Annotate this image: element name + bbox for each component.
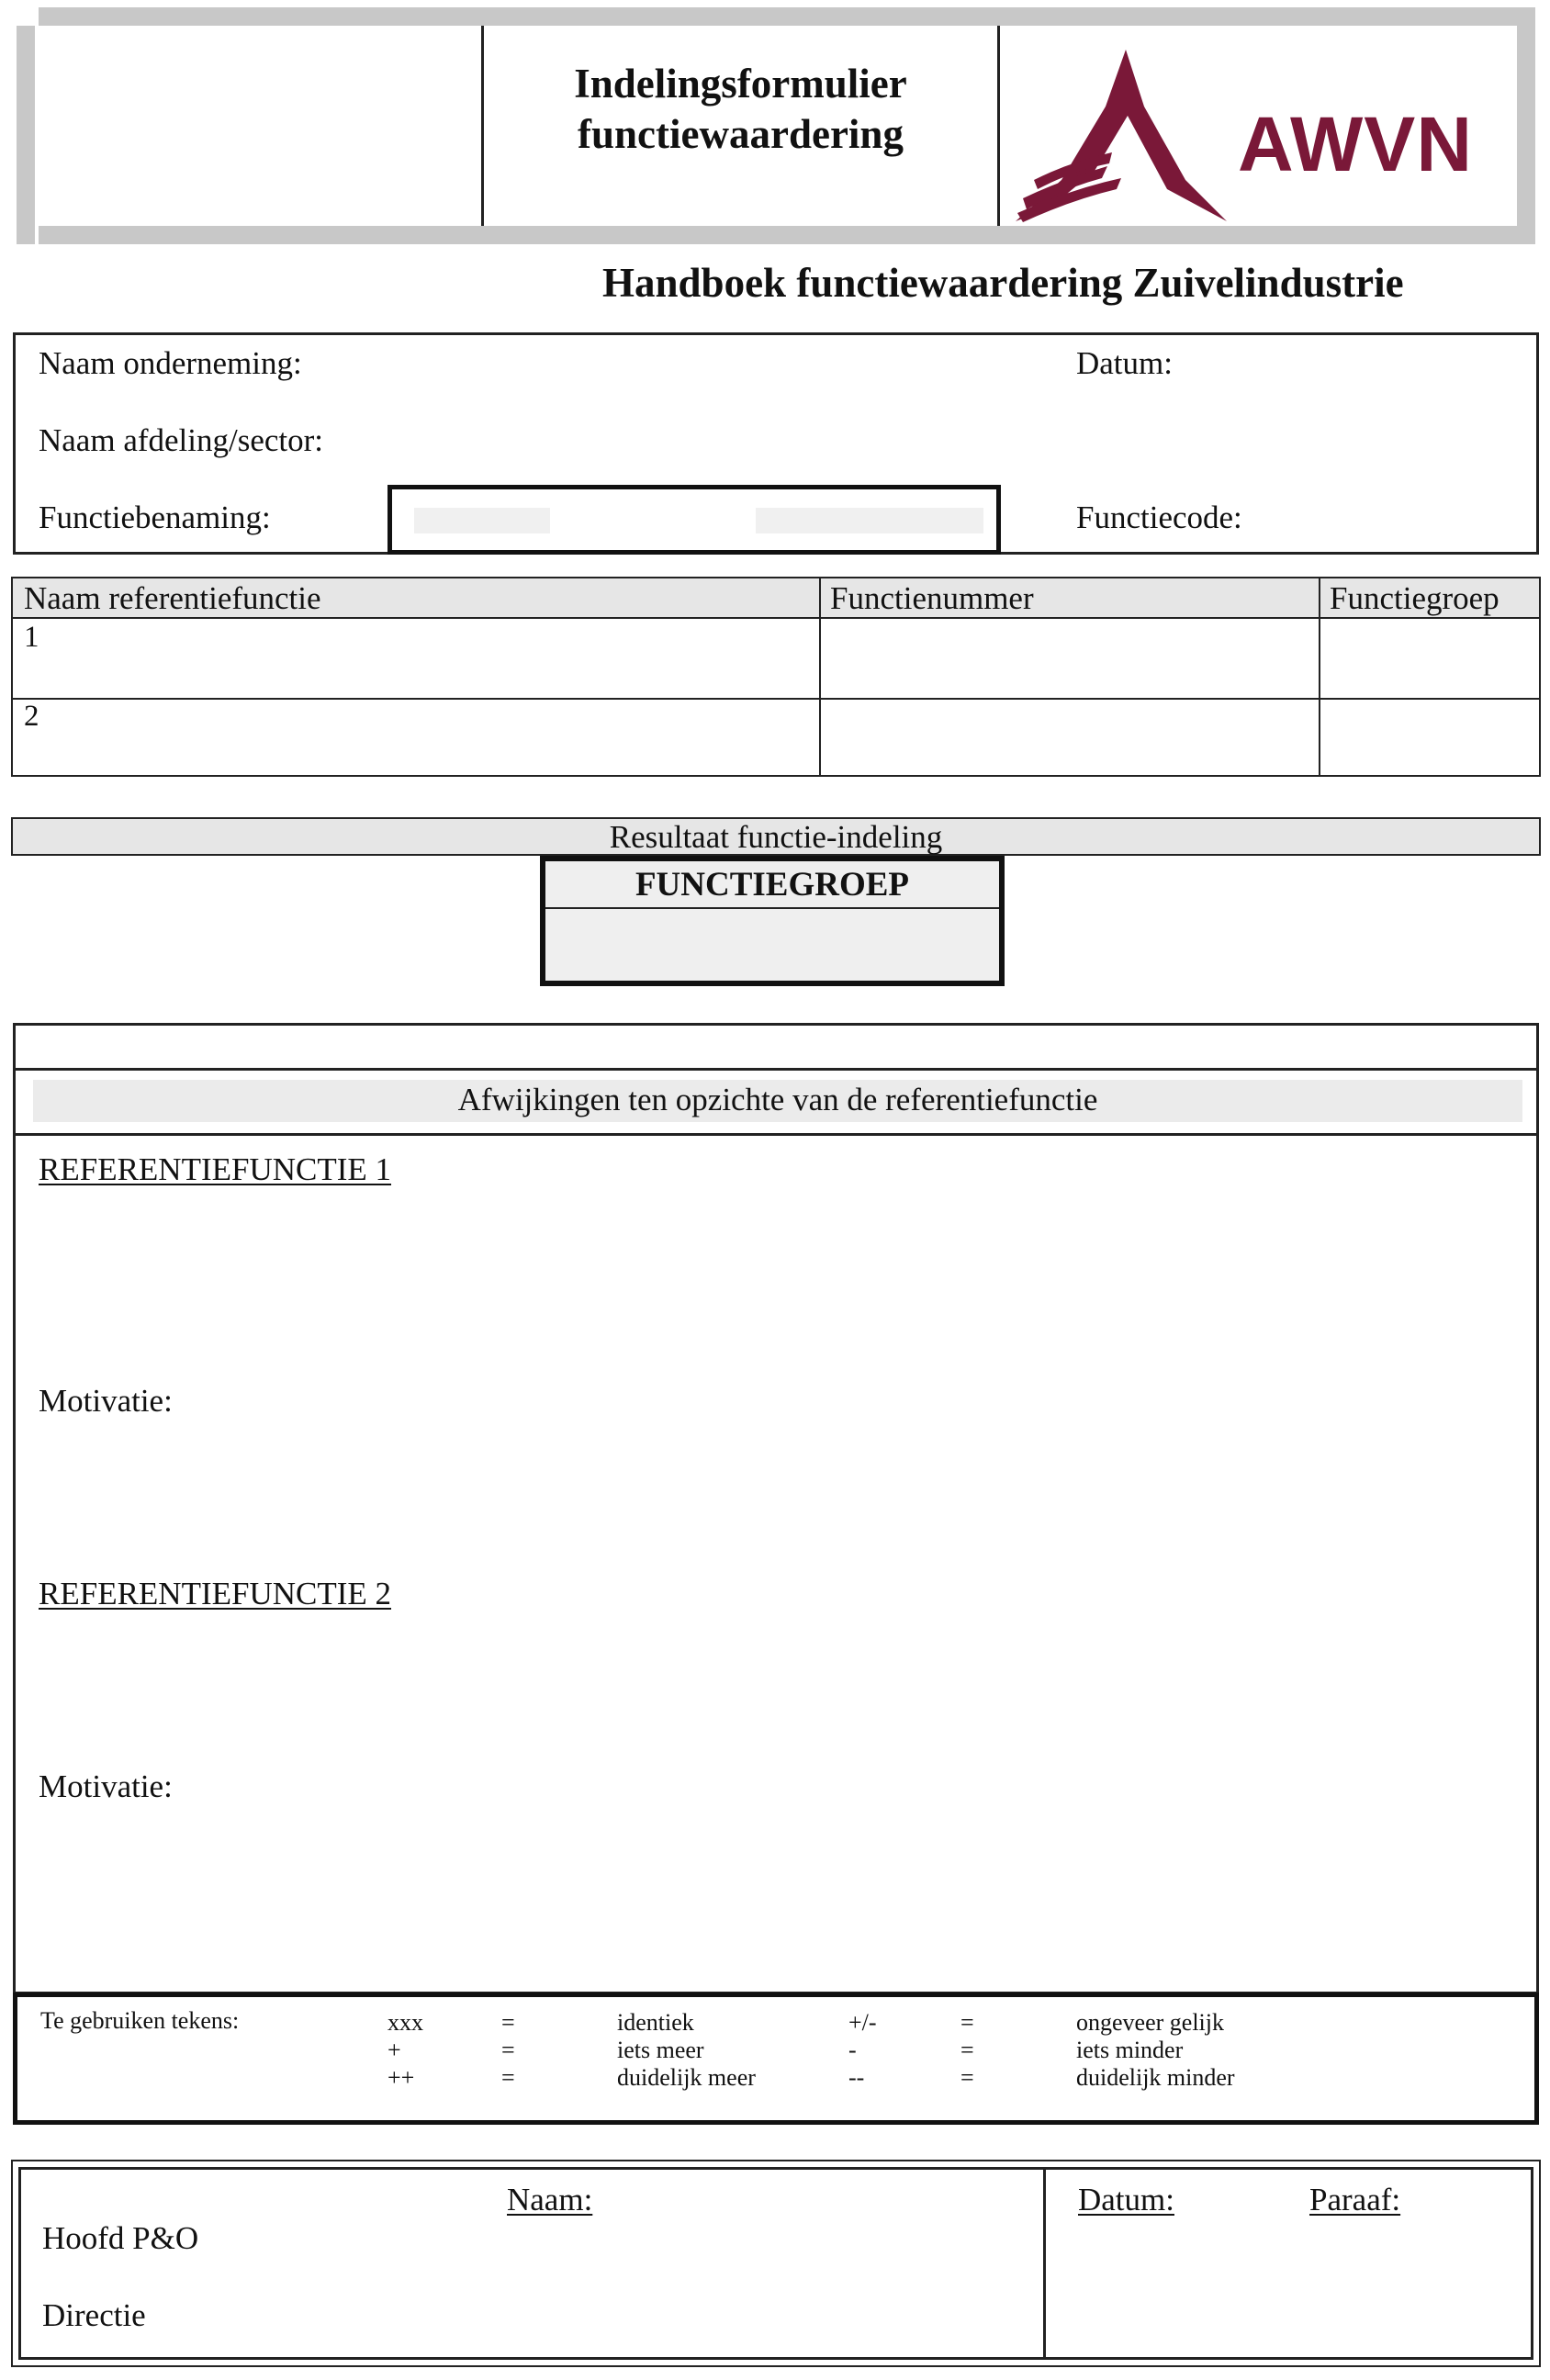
header-right-bar xyxy=(1517,26,1535,226)
company-name-label: Naam onderneming: xyxy=(39,345,302,381)
legend-symbol: -- xyxy=(848,2064,865,2091)
deviations-body-rule xyxy=(13,1133,1539,1136)
legend-equals: = xyxy=(501,2037,515,2063)
legend-meaning: ongeveer gelijk xyxy=(1076,2009,1224,2036)
signature-date-field[interactable] xyxy=(1049,2222,1269,2351)
function-group-box xyxy=(540,856,1005,986)
function-number-cell[interactable] xyxy=(821,621,1319,698)
department-label: Naam afdeling/sector: xyxy=(39,422,324,458)
reference-name-cell[interactable] xyxy=(13,621,819,698)
signature-initials-label: Paraaf: xyxy=(1309,2182,1401,2217)
table-row-number: 2 xyxy=(24,700,39,733)
legend-equals: = xyxy=(501,2064,515,2091)
header-top-bar xyxy=(39,7,1535,26)
table-row-number: 1 xyxy=(24,621,39,654)
function-group-label: FUNCTIEGROEP xyxy=(635,866,910,904)
legend-equals: = xyxy=(960,2064,974,2091)
role-hr-manager: Hoofd P&O xyxy=(42,2220,199,2256)
form-title-line-2: functiewaardering xyxy=(578,111,904,157)
function-group-value[interactable] xyxy=(545,911,999,981)
reference-function-2-heading: REFERENTIEFUNCTIE 2 xyxy=(39,1576,392,1611)
date-label: Datum: xyxy=(1076,345,1173,381)
reference-function-1-heading: REFERENTIEFUNCTIE 1 xyxy=(39,1151,392,1187)
deviations-title-bar xyxy=(33,1080,1522,1122)
legend-equals: = xyxy=(960,2009,974,2036)
function-group-cell[interactable] xyxy=(1320,700,1539,775)
legend-symbol: +/- xyxy=(848,2009,877,2036)
motivation-2-label: Motivatie: xyxy=(39,1768,173,1804)
header-function-number: Functienummer xyxy=(830,580,1034,616)
result-bar xyxy=(11,817,1541,856)
reference-table xyxy=(11,577,1541,777)
function-code-label: Functiecode: xyxy=(1076,500,1242,535)
function-group-cell[interactable] xyxy=(1320,621,1539,698)
header-bottom-bar xyxy=(39,226,1535,244)
deviations-title: Afwijkingen ten opzichte van de referentiefunctie xyxy=(457,1082,1098,1117)
signature-name-label: Naam: xyxy=(507,2182,593,2217)
signature-date-label: Datum: xyxy=(1078,2182,1174,2217)
function-group-header xyxy=(545,861,999,909)
handbook-subtitle: Handboek functiewaardering Zuivelindustrie xyxy=(602,260,1404,306)
header-reference-name: Naam referentiefunctie xyxy=(24,580,321,616)
legend-meaning: duidelijk meer xyxy=(617,2064,756,2091)
reference-name-cell[interactable] xyxy=(13,700,819,775)
awvn-logo xyxy=(1006,42,1511,226)
legend-equals: = xyxy=(960,2037,974,2063)
legend-label: Te gebruiken tekens: xyxy=(40,2007,240,2034)
legend-meaning: duidelijk minder xyxy=(1076,2064,1235,2091)
form-title xyxy=(484,59,997,160)
legend-meaning: iets minder xyxy=(1076,2037,1184,2063)
legend-meaning: iets meer xyxy=(617,2037,704,2063)
legend-symbol: - xyxy=(848,2037,857,2063)
legend-meaning: identiek xyxy=(617,2009,694,2036)
signature-name-field[interactable] xyxy=(257,2222,1038,2351)
legend-box xyxy=(13,1993,1539,2125)
legend-symbol: + xyxy=(388,2037,401,2063)
logo-wordmark: AWVN xyxy=(1238,101,1473,187)
function-name-field[interactable] xyxy=(388,485,1001,555)
awvn-logo-icon xyxy=(1006,42,1511,226)
legend-equals: = xyxy=(501,2009,515,2036)
role-management: Directie xyxy=(42,2297,146,2333)
header-function-group: Functiegroep xyxy=(1330,580,1499,616)
form-title-line-1: Indelingsformulier xyxy=(574,61,907,107)
function-name-label: Functiebenaming: xyxy=(39,500,271,535)
signature-initials-field[interactable] xyxy=(1286,2222,1524,2351)
legend-symbol: ++ xyxy=(388,2064,415,2091)
result-bar-label: Resultaat functie-indeling xyxy=(609,819,943,855)
signature-col-divider xyxy=(1043,2167,1046,2360)
legend-symbol: xxx xyxy=(388,2009,423,2036)
header-divider-2 xyxy=(997,26,1000,226)
header-left-bar xyxy=(17,26,35,244)
function-number-cell[interactable] xyxy=(821,700,1319,775)
motivation-1-label: Motivatie: xyxy=(39,1383,173,1419)
deviations-title-rule xyxy=(13,1068,1539,1071)
